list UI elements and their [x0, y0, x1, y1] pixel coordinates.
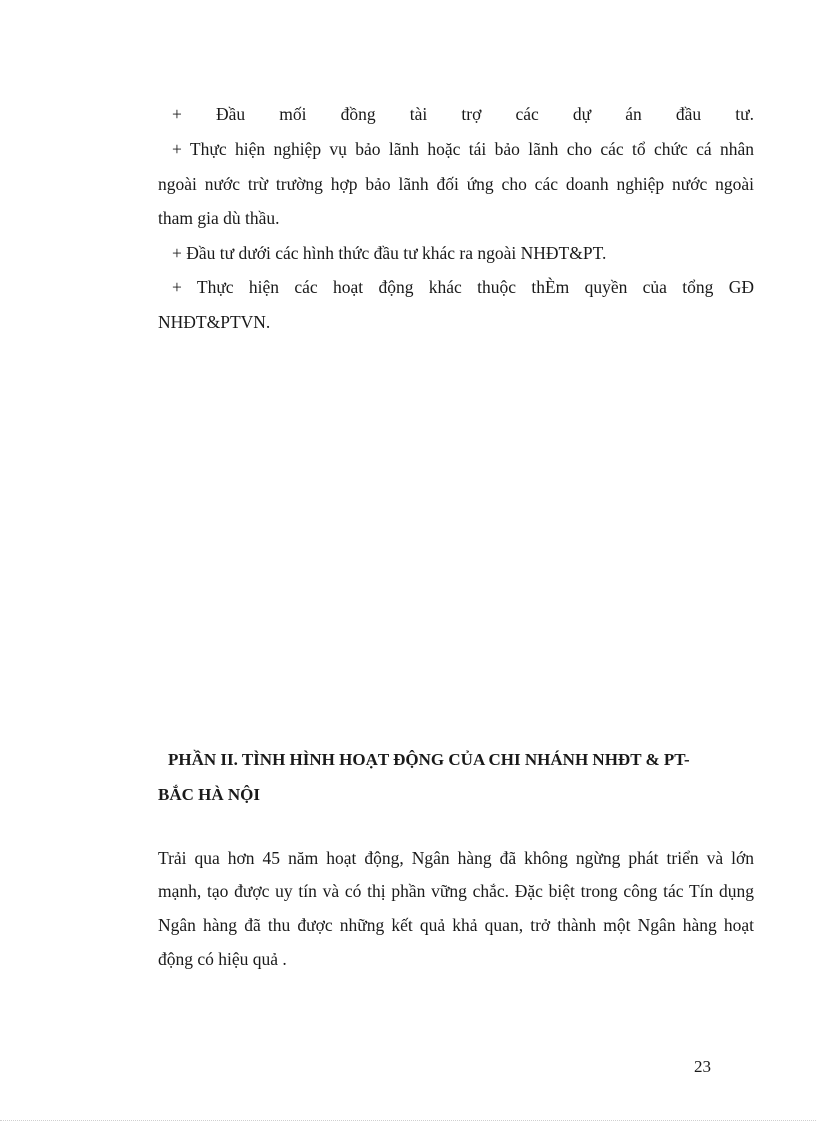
bullet-guarantee-line-2: ngoài nước trừ trường hợp bảo lãnh đối ứng cho các doanh nghiệp nước ngoài [158, 174, 754, 194]
bullet-guarantee-line-3: tham gia dù thầu. [158, 208, 280, 228]
bullet-investment: + Đầu tư dưới các hình thức đầu tư khác ra ngoài NHĐT&PT. [172, 243, 607, 263]
bullet-guarantee-line-1: + Thực hiện nghiệp vụ bảo lãnh hoặc tái bảo lãnh cho các tổ chức cá nhân [172, 139, 754, 159]
bullet-other-activities-line-2: NHĐT&PTVN. [158, 312, 271, 332]
paragraph-line-3: Ngân hàng đã thu được những kết quả khả quan, trở thành một Ngân hàng hoạt [158, 915, 754, 935]
section-heading-line-2: BẮC HÀ NỘI [158, 785, 261, 804]
paragraph-line-4: động có hiệu quả . [158, 949, 287, 969]
paragraph-line-2: mạnh, tạo được uy tín và có thị phần vững chắc. Đặc biệt trong công tác Tín dụng [158, 881, 754, 901]
bullet-other-activities-line-1: + Thực hiện các hoạt động khác thuộc thÈm quyền của tổng GĐ [172, 277, 754, 297]
paragraph-line-1: Trải qua hơn 45 năm hoạt động, Ngân hàng đã không ngừng phát triển và lớn [158, 848, 754, 868]
page-bottom-border [0, 1120, 816, 1121]
bullet-cofinancing: + Đầu mối đồng tài trợ các dự án đầu tư. [172, 104, 754, 124]
section-heading-line-1: PHẦN II. TÌNH HÌNH HOẠT ĐỘNG CỦA CHI NHÁNH NHĐT & PT- [168, 750, 690, 769]
page-number: 23 [694, 1057, 711, 1076]
